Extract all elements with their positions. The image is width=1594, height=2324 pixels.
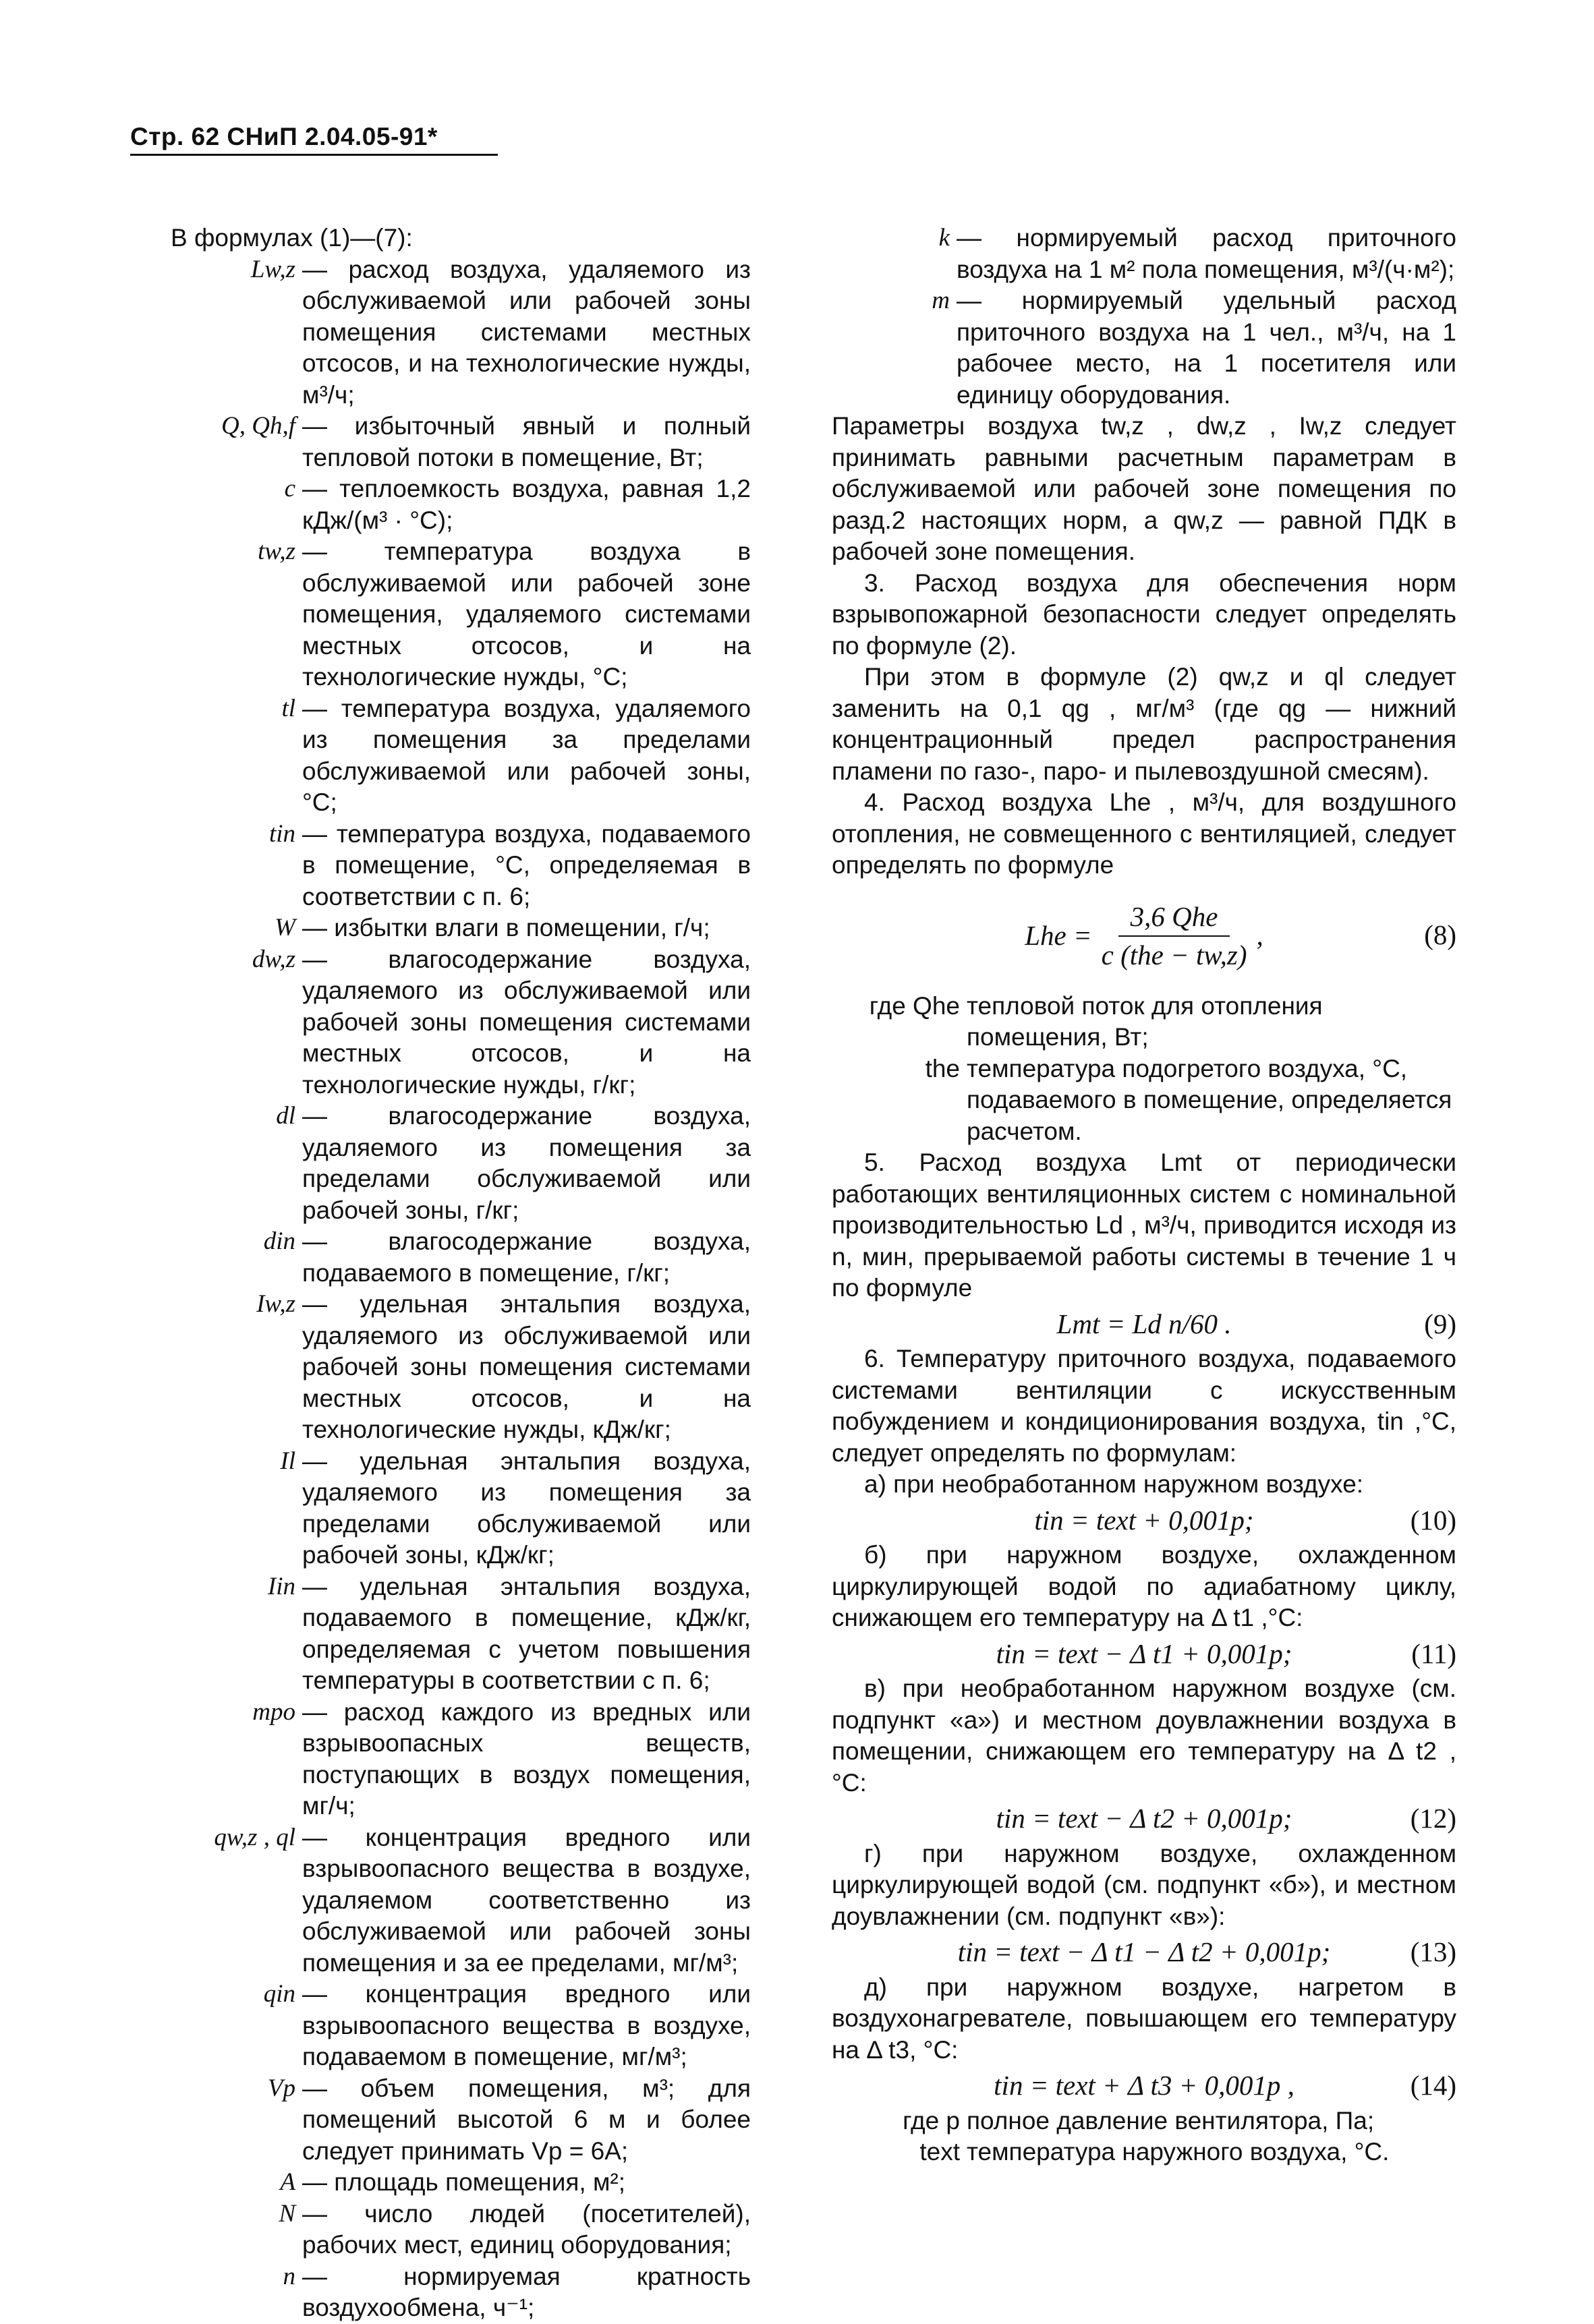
definition-symbol: dl — [276, 1102, 295, 1130]
definition-text: — влагосодержание воздуха, удаляемого из помещения за пределами обслуживаемой или рабочей зоны, г/кг; — [302, 1101, 751, 1226]
definition-text: — объем помещения, м³; для помещений высотой 6 м и более следует принимать Vp = 6A; — [302, 2073, 751, 2168]
formula-12-number: (12) — [1410, 1803, 1456, 1834]
definition-symbol: text — [919, 2138, 960, 2166]
definition-symbol: tw,z — [258, 538, 295, 565]
left-definitions — [171, 254, 751, 2324]
item-4: 4. Расход воздуха Lhe , м³/ч, для воздушного отопления, не совмещенного с вентиляцией, следует определять по формуле — [832, 788, 1456, 879]
definition-row — [171, 1446, 751, 1571]
formula-9-number: (9) — [1424, 1308, 1456, 1339]
item-6b: б) при наружном воздухе, охлажденном циркулирующей водой по адиабатному циклу, снижающем его температуру на Δ t1 ,°С: — [832, 1541, 1456, 1631]
formula-12-expr: tin = text − Δ t2 + 0,001p; — [996, 1803, 1292, 1834]
formula-14-expr: tin = text + Δ t3 + 0,001p , — [994, 2070, 1294, 2101]
definition-row — [171, 693, 751, 819]
definition-symbol: A — [280, 2168, 295, 2196]
definition-symbol: n — [283, 2262, 295, 2290]
definition-row — [171, 1571, 751, 1697]
item-6g: г) при наружном воздухе, охлажденном циркулирующей водой (см. подпункт «б»), и местном доувлажнении (см. подпункт «в»): — [832, 1839, 1456, 1930]
definition-symbol: Q, Qh,f — [221, 412, 295, 440]
definition-text: — нормируемый удельный расход приточного воздуха на 1 чел., м³/ч, на 1 рабочее место, на 1 посетителя или единицу оборудования. — [957, 285, 1456, 411]
right-column — [832, 223, 1456, 2168]
definition-text: — нормируемая кратность воздухообмена, ч⁻¹; — [302, 2261, 751, 2324]
definition-symbol: Il — [280, 1447, 295, 1475]
right-definitions — [832, 223, 1456, 411]
definition-text: — удельная энтальпия воздуха, подаваемого в помещение, кДж/кг, определяемая с учетом повышения температуры в соответствии с п. 6; — [302, 1571, 751, 1697]
definition-text: — влагосодержание воздуха, удаляемого из обслуживаемой или рабочей зоны помещения системами местных отсосов, и на технологические нужды, г/кг; — [302, 944, 751, 1101]
formula-13 — [832, 1936, 1456, 1968]
definition-symbol: tin — [268, 819, 295, 848]
definition-text: — удельная энтальпия воздуха, удаляемого из обслуживаемой или рабочей зоны помещения системами местных отсосов, и на технологические нужды, кДж/кг; — [302, 1289, 751, 1446]
definition-symbol: k — [938, 224, 950, 252]
item-6d: д) при наружном воздухе, нагретом в воздухонагревателе, повышающем его температуру на Δ t3, °С: — [832, 1973, 1456, 2064]
definition-row — [832, 991, 1456, 1053]
definition-symbol: dw,z — [252, 945, 295, 973]
definition-text: — температура воздуха в обслуживаемой или рабочей зоне помещения, удаляемого системами местных отсосов, и на технологические нужды, °С; — [302, 536, 751, 693]
item-6v: в) при необработанном наружном воздухе (см. подпункт «а») и местном доувлажнении воздуха в помещении, снижающем его температуру на Δ t2 , °С: — [832, 1675, 1456, 1797]
definition-symbol: Vp — [267, 2074, 295, 2102]
formula-8-numerator: 3,6 Qhe — [1118, 901, 1230, 937]
definition-text: тепловой поток для отопления помещения, Вт; — [967, 991, 1323, 1051]
left-column — [171, 223, 751, 2324]
definition-text: температура наружного воздуха, °С. — [967, 2138, 1390, 2166]
definition-symbol: c — [284, 475, 295, 502]
definition-text: — температура воздуха, удаляемого из помещения за пределами обслуживаемой или рабочей зоны, °С; — [302, 693, 751, 819]
formula-14-number: (14) — [1410, 2070, 1456, 2101]
definition-row — [171, 1101, 751, 1226]
definition-row — [171, 2073, 751, 2168]
definition-row — [171, 1697, 751, 1822]
definition-row — [171, 254, 751, 411]
definition-text: — теплоемкость воздуха, равная 1,2 кДж/(м³ · °С); — [302, 473, 751, 536]
formula-10 — [832, 1505, 1456, 1536]
definition-symbol: Iin — [267, 1572, 295, 1600]
definition-symbol: din — [263, 1227, 295, 1255]
formula-8-lhs: Lhe = — [1025, 920, 1092, 952]
formula-13-number: (13) — [1410, 1936, 1456, 1967]
formula-8-number: (8) — [1424, 919, 1456, 950]
formula-10-expr: tin = text + 0,001p; — [1034, 1504, 1254, 1536]
formula-13-expr: tin = text − Δ t1 − Δ t2 + 0,001p; — [957, 1936, 1331, 1967]
item-3: 3. Расход воздуха для обеспечения норм взрывопожарной безопасности следует определять по формуле (2). — [832, 569, 1456, 660]
formula-8-tail: , — [1256, 920, 1263, 952]
definition-row — [171, 1979, 751, 2073]
definition-row — [171, 2261, 751, 2324]
params-paragraph: Параметры воздуха tw,z , dw,z , Iw,z следует принимать равными расчетным параметрам в обслуживаемой или рабочей зоне помещения по разд.2 настоящих норм, а qw,z — равной ПДК в рабочей зоне помещения. — [832, 412, 1456, 565]
definition-symbol: Iw,z — [256, 1290, 295, 1318]
definition-symbol: tl — [281, 694, 295, 722]
definition-row — [171, 411, 751, 473]
definition-text: — нормируемый расход приточного воздуха на 1 м² пола помещения, м³/(ч·м²); — [957, 223, 1456, 285]
definition-symbol: the — [925, 1054, 960, 1082]
definition-text: — площадь помещения, м²; — [302, 2167, 751, 2199]
definition-symbol: qw,z , ql — [214, 1823, 295, 1851]
definition-row — [832, 2137, 1456, 2168]
definition-row — [832, 2105, 1456, 2137]
formula-11 — [832, 1638, 1456, 1670]
definition-symbol: где p — [903, 2106, 960, 2134]
definition-row — [171, 1289, 751, 1446]
item-3-note: При этом в формуле (2) qw,z и ql следует заменить на 0,1 qg , мг/м³ (где qg — нижний концентрационный предел распространения пламени по газо-, паро- и пылевоздушной смесям). — [832, 663, 1456, 785]
formula-14-legend — [832, 2105, 1456, 2168]
definition-symbol: m — [932, 287, 950, 314]
formula-11-number: (11) — [1411, 1637, 1456, 1669]
definition-text: — удельная энтальпия воздуха, удаляемого из помещения за пределами обслуживаемой или рабочей зоны, кДж/кг; — [302, 1446, 751, 1571]
definition-text: — температура воздуха, подаваемого в помещение, °С, определяемая в соответствии с п. 6; — [302, 819, 751, 913]
definition-text: — избытки влаги в помещении, г/ч; — [302, 912, 751, 944]
formula-8-denominator: c (the − tw,z) — [1101, 939, 1247, 970]
definition-row — [171, 536, 751, 693]
formula-14 — [832, 2070, 1456, 2101]
formula-9 — [832, 1308, 1456, 1340]
item-6a: а) при необработанном наружном воздухе: — [864, 1470, 1364, 1498]
definition-symbol: Lw,z — [250, 255, 295, 283]
formula-9-expr: Lmt = Ld n/60 . — [1056, 1308, 1232, 1339]
definition-symbol: где Qhe — [869, 991, 960, 1020]
page-header: Стр. 62 СНиП 2.04.05-91* — [130, 123, 498, 156]
definition-symbol: N — [279, 2199, 295, 2228]
item-5: 5. Расход воздуха Lmt от периодически работающих вентиляционных систем с номинальной производительностью Ld , м³/ч, приводится исходя из n, мин, прерываемой работы системы в течение 1 ч по формуле — [832, 1149, 1456, 1302]
definition-text: полное давление вентилятора, Па; — [967, 2106, 1375, 2134]
definition-text: — расход каждого из вредных или взрывоопасных веществ, поступающих в воздух помещения, мг/ч; — [302, 1697, 751, 1822]
definition-row — [832, 223, 1456, 285]
definition-text: — влагосодержание воздуха, подаваемого в помещение, г/кг; — [302, 1226, 751, 1289]
definition-row — [171, 1226, 751, 1289]
definition-row — [832, 285, 1456, 411]
formula-12 — [832, 1803, 1456, 1834]
definition-row — [171, 473, 751, 536]
formula-8 — [832, 885, 1456, 987]
formulas-intro: В формулах (1)—(7): — [171, 224, 413, 252]
definition-row — [171, 2199, 751, 2261]
formula-11-expr: tin = text − Δ t1 + 0,001p; — [996, 1637, 1292, 1669]
definition-row — [832, 1053, 1456, 1148]
definition-text: — избыточный явный и полный тепловой потоки в помещение, Вт; — [302, 411, 751, 473]
definition-text: — концентрация вредного или взрывоопасного вещества в воздухе, подаваемом в помещение, мг/м³; — [302, 1979, 751, 2073]
definition-symbol: W — [275, 914, 295, 941]
formula-8-legend — [832, 991, 1456, 1148]
definition-row — [171, 2167, 751, 2199]
definition-row — [171, 819, 751, 913]
definition-text: — концентрация вредного или взрывоопасного вещества в воздухе, удаляемом соответственно из обслуживаемой или рабочей зоны помещения и за ее пределами, мг/м³; — [302, 1822, 751, 1979]
definition-symbol: mpo — [252, 1697, 295, 1726]
definition-text: — расход воздуха, удаляемого из обслуживаемой или рабочей зоны помещения системами местных отсосов, и на технологические нужды, м³/ч; — [302, 254, 751, 411]
definition-row — [171, 1822, 751, 1979]
definition-text: — число людей (посетителей), рабочих мест, единиц оборудования; — [302, 2199, 751, 2261]
formula-10-number: (10) — [1410, 1504, 1456, 1536]
item-6: 6. Температуру приточного воздуха, подаваемого системами вентиляции с искусственным побуждением и кондиционирования воздуха, tin ,°С, следует определять по формулам: — [832, 1345, 1456, 1467]
definition-row — [171, 944, 751, 1101]
definition-text: температура подогретого воздуха, °С, подаваемого в помещение, определяется расчетом. — [967, 1054, 1452, 1145]
definition-symbol: qin — [263, 1980, 295, 2008]
definition-row — [171, 912, 751, 944]
